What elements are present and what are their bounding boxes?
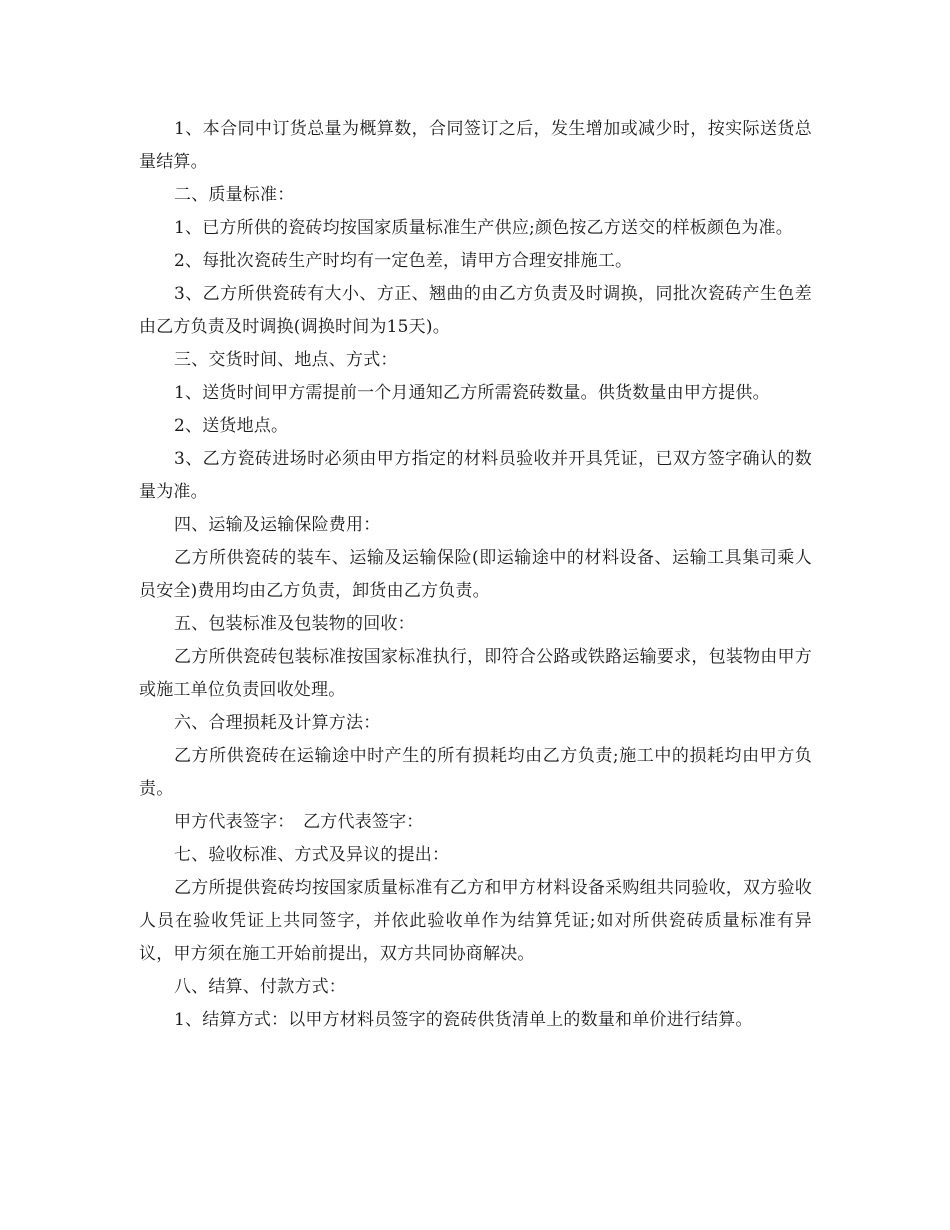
section-heading-delivery: 三、交货时间、地点、方式： <box>174 350 398 370</box>
paragraph-5: 3、乙方所供瓷砖有大小、方正、翘曲的由乙方负责及时调换，同批次瓷砖产生色差由乙方负责及时调换(调换时间为15天)。 <box>139 284 812 337</box>
paragraph-20: 1、结算方式：以甲方材料员签字的瓷砖供货清单上的数量和单价进行结算。 <box>174 1010 753 1030</box>
paragraph-1: 1、本合同中订货总量为概算数，合同签订之后，发生增加或减少时，按实际送货总量结算。 <box>139 119 812 172</box>
paragraph-9: 3、乙方瓷砖进场时必须由甲方指定的材料员验收并开具凭证，已双方签字确认的数量为准。 <box>139 449 812 502</box>
paragraph-4: 2、每批次瓷砖生产时均有一定色差，请甲方合理安排施工。 <box>174 251 633 271</box>
paragraph-18: 乙方所提供瓷砖均按国家质量标准有乙方和甲方材料设备采购组共同验收，双方验收人员在验收凭证上共同签字，并依此验收单作为结算凭证;如对所供瓷砖质量标准有异议，甲方须在施工开始前提出，双方共同协商解决。 <box>139 878 812 964</box>
paragraph-8: 2、送货地点。 <box>174 416 289 436</box>
section-heading-transport: 四、运输及运输保险费用： <box>174 515 381 535</box>
section-heading-quality: 二、质量标准： <box>174 185 295 205</box>
paragraph-7: 1、送货时间甲方需提前一个月通知乙方所需瓷砖数量。供货数量由甲方提供。 <box>174 383 770 403</box>
paragraph-15: 乙方所供瓷砖在运输途中时产生的所有损耗均由乙方负责;施工中的损耗均由甲方负责。 <box>139 746 812 799</box>
section-heading-settlement: 八、结算、付款方式： <box>174 977 346 997</box>
section-heading-loss: 六、合理损耗及计算方法： <box>174 713 381 733</box>
paragraph-3: 1、已方所供的瓷砖均按国家质量标准生产供应;颜色按乙方送交的样板颜色为准。 <box>174 218 793 238</box>
section-heading-packaging: 五、包装标准及包装物的回收： <box>174 614 415 634</box>
section-heading-acceptance: 七、验收标准、方式及异议的提出： <box>174 845 450 865</box>
document-body <box>139 113 812 1037</box>
paragraph-11: 乙方所供瓷砖的装车、运输及运输保险(即运输途中的材料设备、运输工具集司乘人员安全)费用均由乙方负责，卸货由乙方负责。 <box>139 548 812 601</box>
signature-line: 甲方代表签字： 乙方代表签字： <box>174 812 424 832</box>
paragraph-13: 乙方所供瓷砖包装标准按国家标准执行，即符合公路或铁路运输要求，包装物由甲方或施工单位负责回收处理。 <box>139 647 812 700</box>
